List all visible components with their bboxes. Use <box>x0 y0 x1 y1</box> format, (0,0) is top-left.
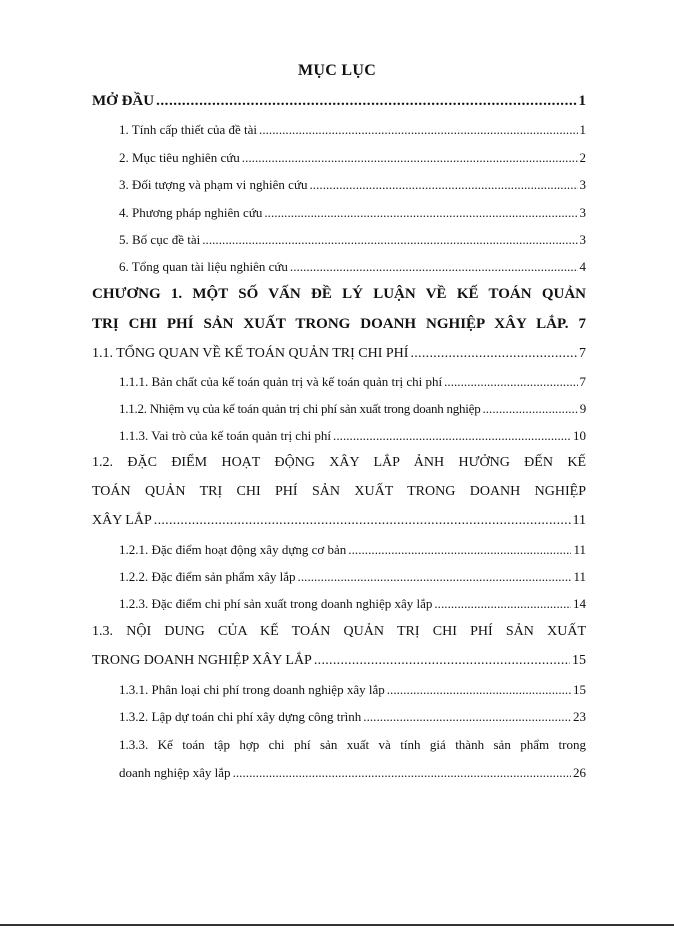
toc-entry[interactable] <box>119 682 586 698</box>
toc-page-number: 4 <box>579 259 586 274</box>
toc-title: MỤC LỤC <box>297 62 377 79</box>
toc-page-number: 9 <box>579 401 586 416</box>
toc-page-number: 23 <box>573 709 586 724</box>
toc-entry-text: 1.2.1. Đặc điểm hoạt động xây dựng cơ bản <box>119 542 347 557</box>
dot-leader <box>333 428 571 444</box>
toc-entry[interactable] <box>119 232 586 248</box>
toc-entry[interactable] <box>119 205 586 221</box>
dot-leader <box>363 709 571 725</box>
dot-leader <box>434 596 571 612</box>
toc-entry-text: 6. Tổng quan tài liệu nghiên cứu <box>119 259 288 274</box>
toc-entry-line[interactable]: 1.3.3. Kế toán tập hợp chi phí sản xuất và tính giá thành sản phẩm trong <box>119 737 586 752</box>
toc-page-number: 11 <box>572 513 586 528</box>
toc-entry[interactable] <box>119 122 586 138</box>
toc-entry-text: 5. Bố cục đề tài <box>119 232 201 247</box>
dot-leader <box>242 150 578 166</box>
toc-entry-text: 1. Tính cấp thiết của đề tài <box>119 122 258 137</box>
toc-entry[interactable] <box>119 765 586 781</box>
toc-entry-text: 1.1.1. Bản chất của kế toán quản trị và kế toán quản trị chi phí <box>119 374 443 389</box>
toc-entry-text: MỞ ĐẦU <box>92 93 155 109</box>
toc-entry[interactable] <box>119 596 586 612</box>
toc-entry-text: 1.2.3. Đặc điểm chi phí sản xuất trong doanh nghiệp xây lắp <box>119 596 433 611</box>
bottom-edge-rule <box>0 924 674 926</box>
toc-entry-text: 1.1.3. Vai trò của kế toán quản trị chi phí <box>119 428 332 443</box>
toc-entry[interactable] <box>119 428 586 444</box>
dot-leader <box>154 513 571 529</box>
dot-leader <box>387 682 571 698</box>
toc-section-line[interactable]: 1.3. NỘI DUNG CỦA KẾ TOÁN QUẢN TRỊ CHI PHÍ SẢN XUẤT <box>92 624 586 639</box>
dot-leader <box>310 177 578 193</box>
toc-entry-text: 1.2.2. Đặc điểm sản phẩm xây lắp <box>119 569 296 584</box>
dot-leader <box>314 653 570 669</box>
dot-leader <box>482 401 577 417</box>
toc-page-number: 11 <box>573 542 586 557</box>
toc-entry-text: 2. Mục tiêu nghiên cứu <box>119 150 240 165</box>
toc-entry[interactable] <box>119 401 586 417</box>
toc-entry[interactable] <box>119 177 586 193</box>
toc-page-number: 26 <box>573 765 586 780</box>
toc-entry[interactable] <box>119 259 586 275</box>
toc-page-number: 10 <box>573 428 586 443</box>
toc-entry-text: TRONG DOANH NGHIỆP XÂY LẮP <box>92 653 312 668</box>
dot-leader <box>290 259 578 275</box>
toc-entry-text: 1.3.1. Phân loại chi phí trong doanh nghiệp xây lắp <box>119 682 385 697</box>
toc-section-line[interactable]: TOÁN QUẢN TRỊ CHI PHÍ SẢN XUẤT TRONG DOANH NGHIỆP <box>92 484 586 499</box>
toc-chapter-line[interactable]: CHƯƠNG 1. MỘT SỐ VẤN ĐỀ LÝ LUẬN VỀ KẾ TOÁN QUẢN <box>92 286 586 302</box>
toc-page-number: 15 <box>572 653 586 668</box>
toc-entry[interactable] <box>119 150 586 166</box>
dot-leader <box>202 232 577 248</box>
toc-entry-text: 4. Phương pháp nghiên cứu <box>119 205 263 220</box>
dot-leader <box>233 765 571 781</box>
toc-entry[interactable] <box>119 374 586 390</box>
toc-section-line[interactable]: 1.2. ĐẶC ĐIỂM HOẠT ĐỘNG XÂY LẮP ẢNH HƯỞNG ĐẾN KẾ <box>92 455 586 470</box>
toc-entry[interactable] <box>119 569 586 585</box>
toc-entry-mo-dau[interactable] <box>92 93 586 110</box>
toc-page-number: 7 <box>579 374 586 389</box>
dot-leader <box>259 122 577 138</box>
toc-section-entry[interactable] <box>92 513 586 529</box>
toc-page-number: 3 <box>579 232 586 247</box>
toc-entry-text: 3. Đối tượng và phạm vi nghiên cứu <box>119 177 308 192</box>
dot-leader <box>348 542 571 558</box>
toc-page-number: 15 <box>573 682 586 697</box>
dot-leader <box>264 205 577 221</box>
toc-page-number: 14 <box>573 596 586 611</box>
toc-entry-text: 1.1. TỔNG QUAN VỀ KẾ TOÁN QUẢN TRỊ CHI PHÍ <box>92 346 409 361</box>
toc-section-entry[interactable] <box>92 653 586 669</box>
toc-page-number: 3 <box>579 177 586 192</box>
toc-entry-text: doanh nghiệp xây lắp <box>119 765 231 780</box>
toc-page-number: 1 <box>579 122 586 137</box>
toc-page-number: 7 <box>579 346 586 361</box>
dot-leader <box>156 93 576 110</box>
toc-page-number: 11 <box>573 569 586 584</box>
dot-leader <box>410 346 577 362</box>
toc-entry-text: 1.1.2. Nhiệm vụ của kế toán quản trị chi phí sản xuất trong doanh nghiệp <box>119 401 481 416</box>
toc-entry[interactable] <box>119 542 586 558</box>
toc-entry-text: XÂY LẮP <box>92 513 152 528</box>
toc-page-number: 1 <box>578 93 586 109</box>
toc-chapter-line[interactable]: TRỊ CHI PHÍ SẢN XUẤT TRONG DOANH NGHIỆP XÂY LẮP. 7 <box>92 316 586 332</box>
toc-entry[interactable] <box>119 709 586 725</box>
dot-leader <box>444 374 577 390</box>
toc-page-number: 3 <box>579 205 586 220</box>
toc-page-number: 2 <box>579 150 586 165</box>
toc-section-entry[interactable] <box>92 346 586 362</box>
dot-leader <box>298 569 572 585</box>
toc-entry-text: 1.3.2. Lập dự toán chi phí xây dựng công trình <box>119 709 362 724</box>
